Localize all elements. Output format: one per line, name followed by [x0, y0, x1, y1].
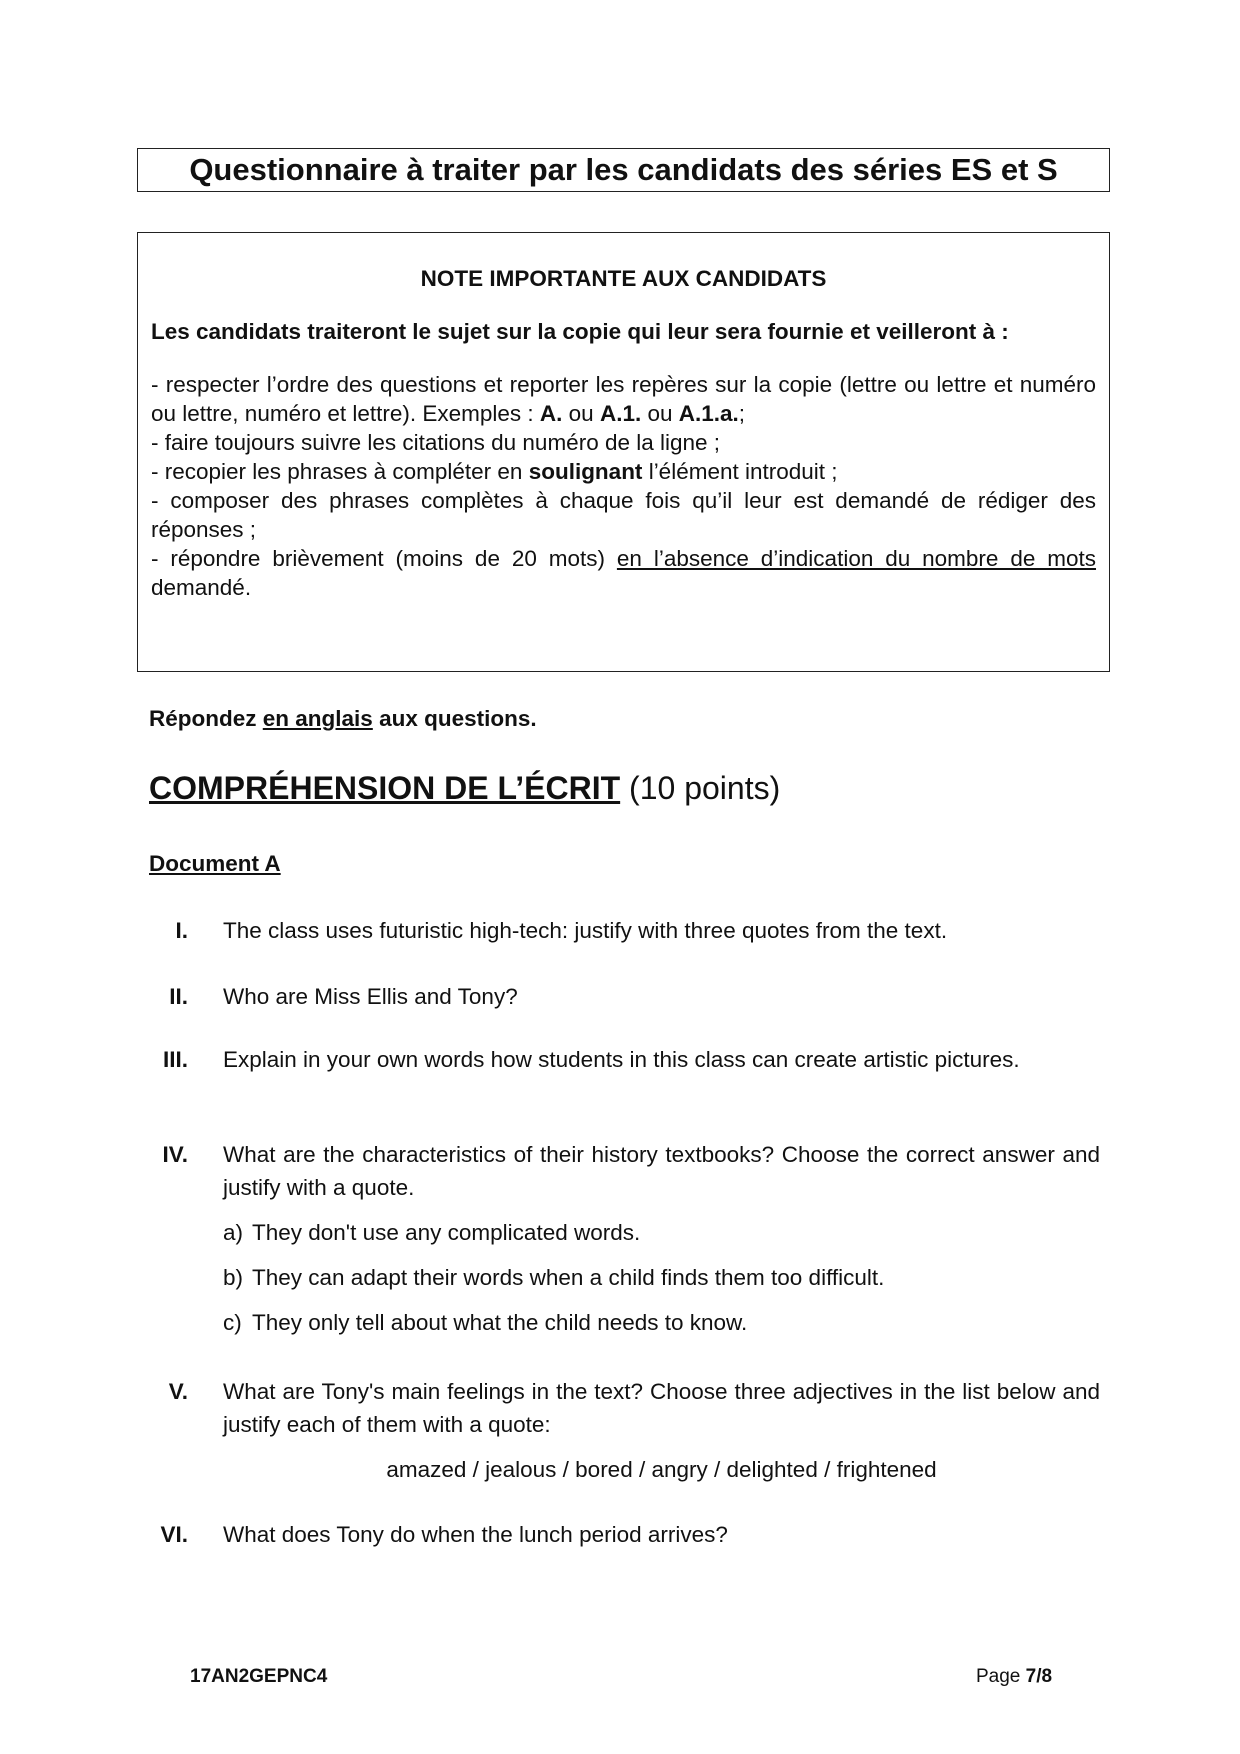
- question-4: [140, 1138, 1100, 1339]
- question-6: [140, 1518, 1100, 1551]
- question-text: Explain in your own words how students in this class can create artistic pictures.: [223, 1047, 1020, 1072]
- question-1: [140, 914, 1100, 947]
- answer-option-c: c) They only tell about what the child needs to know.: [223, 1310, 748, 1335]
- answer-option-b: b) They can adapt their words when a child finds them too difficult.: [223, 1265, 885, 1290]
- question-2: [140, 980, 1100, 1013]
- question-number: V.: [168, 1379, 188, 1404]
- question-3: [140, 1043, 1100, 1076]
- note-rule-5: - répondre brièvement (moins de 20 mots) en l’absence d’indication du nombre de mots demandé.: [151, 546, 1097, 600]
- question-number: IV.: [162, 1142, 188, 1167]
- question-5: [140, 1375, 1100, 1486]
- question-text: What are the characteristics of their history textbooks? Choose the correct answer and justify with a quote.: [223, 1142, 1100, 1200]
- answer-option-a: a) They don't use any complicated words.: [223, 1220, 641, 1245]
- question-number: I.: [175, 918, 188, 943]
- question-text: What are Tony's main feelings in the text? Choose three adjectives in the list below and justify each of them with a quote:: [223, 1379, 1100, 1437]
- question-text: Who are Miss Ellis and Tony?: [223, 984, 518, 1009]
- section-title: COMPRÉHENSION DE L’ÉCRIT (10 points): [149, 770, 781, 806]
- question-text: What does Tony do when the lunch period arrives?: [223, 1522, 728, 1547]
- note-rule-4: - composer des phrases complètes à chaque fois qu’il leur est demandé de rédiger des réponses ;: [151, 488, 1096, 542]
- question-number: VI.: [160, 1522, 188, 1547]
- note-rule-1: - respecter l’ordre des questions et reporter les repères sur la copie (lettre ou lettre et numéro ou lettre, numéro et lettre). Exemples : A. ou A.1. ou A.1.a.;: [151, 372, 1096, 426]
- question-number: II.: [169, 984, 188, 1009]
- question-text: The class uses futuristic high-tech: justify with three quotes from the text.: [223, 918, 948, 943]
- note-intro: Les candidats traiteront le sujet sur la copie qui leur sera fournie et veilleront à :: [151, 319, 1009, 344]
- footer-subject-code: 17AN2GEPNC4: [190, 1666, 328, 1687]
- answer-language-instruction: Répondez en anglais aux questions.: [149, 706, 537, 731]
- note-box: [137, 232, 1110, 672]
- note-title: NOTE IMPORTANTE AUX CANDIDATS: [420, 266, 827, 291]
- document-label: Document A: [149, 851, 281, 876]
- page-title: Questionnaire à traiter par les candidats des séries ES et S: [137, 148, 1110, 192]
- question-number: III.: [162, 1047, 188, 1072]
- adjective-list: amazed / jealous / bored / angry / delighted / frightened: [386, 1457, 937, 1482]
- note-rule-2: - faire toujours suivre les citations du numéro de la ligne ;: [151, 430, 721, 455]
- note-rule-3: - recopier les phrases à compléter en soulignant l’élément introduit ;: [151, 459, 838, 484]
- footer-page-number: Page 7/8: [976, 1666, 1053, 1687]
